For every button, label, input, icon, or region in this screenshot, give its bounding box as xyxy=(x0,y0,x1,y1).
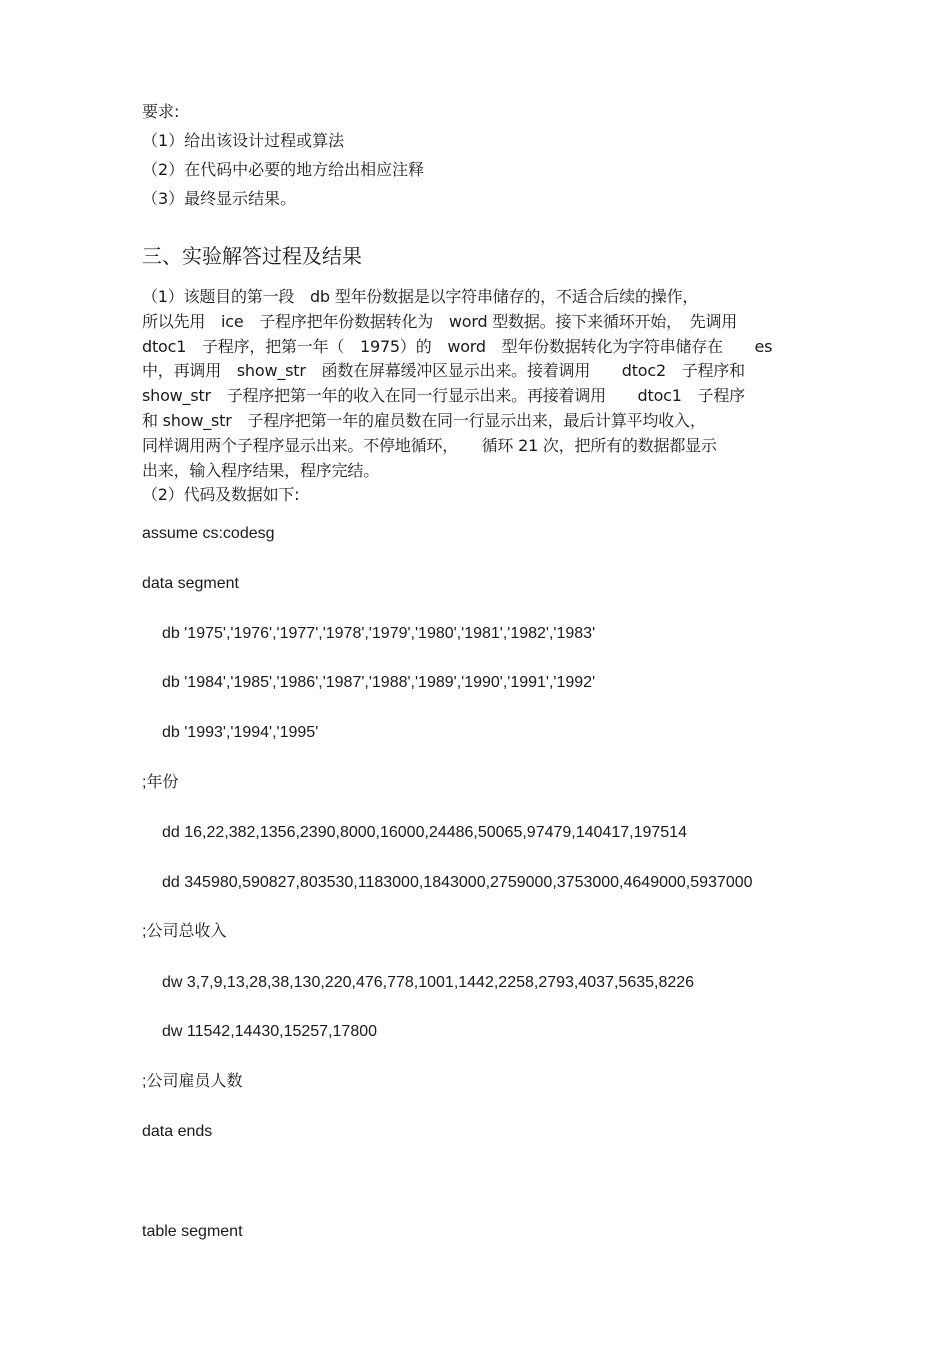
code-line-dd-income-2: dd 345980,590827,803530,1183000,1843000,2759000,3753000,4649000,5937000 xyxy=(162,874,753,891)
explanation-paragraph xyxy=(142,285,802,508)
code-line-data-segment: data segment xyxy=(142,575,239,592)
explanation-line: 中，再调用 show_str 函数在屏幕缓冲区显示出来。接着调用 dtoc2 子程序和 xyxy=(142,361,745,381)
code-line-db-years-1: db '1975','1976','1977','1978','1979','1980','1981','1982','1983' xyxy=(162,625,596,642)
code-line-data-ends: data ends xyxy=(142,1123,213,1140)
explanation-line: 所以先用 ice 子程序把年份数据转化为 word 型数据。接下来循环开始， 先调用 xyxy=(142,311,738,331)
code-comment-employees: ;公司雇员人数 xyxy=(142,1073,243,1090)
code-line-table-segment: table segment xyxy=(142,1223,243,1240)
explanation-line: 和 show_str 子程序把第一年的雇员数在同一行显示出来，最后计算平均收入， xyxy=(142,410,706,430)
code-line-db-years-3: db '1993','1994','1995' xyxy=(162,724,319,741)
code-line-db-years-2: db '1984','1985','1986','1987','1988','1989','1990','1991','1992' xyxy=(162,674,596,691)
code-comment-income: ;公司总收入 xyxy=(142,923,227,940)
code-comment-years: ;年份 xyxy=(142,774,179,791)
explanation-line: dtoc1 子程序，把第一年（ 1975）的 word 型年份数据转化为字符串储存在 es xyxy=(142,336,773,356)
code-line-dw-employees-1: dw 3,7,9,13,28,38,130,220,476,778,1001,1442,2258,2793,4037,5635,8226 xyxy=(162,974,695,991)
explanation-line: （2）代码及数据如下: xyxy=(142,485,300,505)
requirement-item-2: （2）在代码中必要的地方给出相应注释 xyxy=(142,160,425,179)
code-line-dd-income-1: dd 16,22,382,1356,2390,8000,16000,24486,50065,97479,140417,197514 xyxy=(162,824,687,841)
explanation-line: 出来，输入程序结果，程序完结。 xyxy=(142,460,380,480)
requirement-item-3: （3）最终显示结果。 xyxy=(142,189,297,208)
explanation-line: （1）该题目的第一段 db 型年份数据是以字符串储存的，不适合后续的操作， xyxy=(142,287,699,306)
code-line-assume: assume cs:codesg xyxy=(142,525,275,542)
requirements-title: 要求: xyxy=(142,102,180,121)
code-line-dw-employees-2: dw 11542,14430,15257,17800 xyxy=(162,1023,378,1040)
explanation-line: 同样调用两个子程序显示出来。不停地循环， 循环 21 次，把所有的数据都显示 xyxy=(142,435,717,455)
section-heading: 三、实验解答过程及结果 xyxy=(142,244,362,268)
explanation-line: show_str 子程序把第一年的收入在同一行显示出来。再接着调用 dtoc1 子程序 xyxy=(142,386,745,406)
requirement-item-1: （1）给出该设计过程或算法 xyxy=(142,131,345,150)
